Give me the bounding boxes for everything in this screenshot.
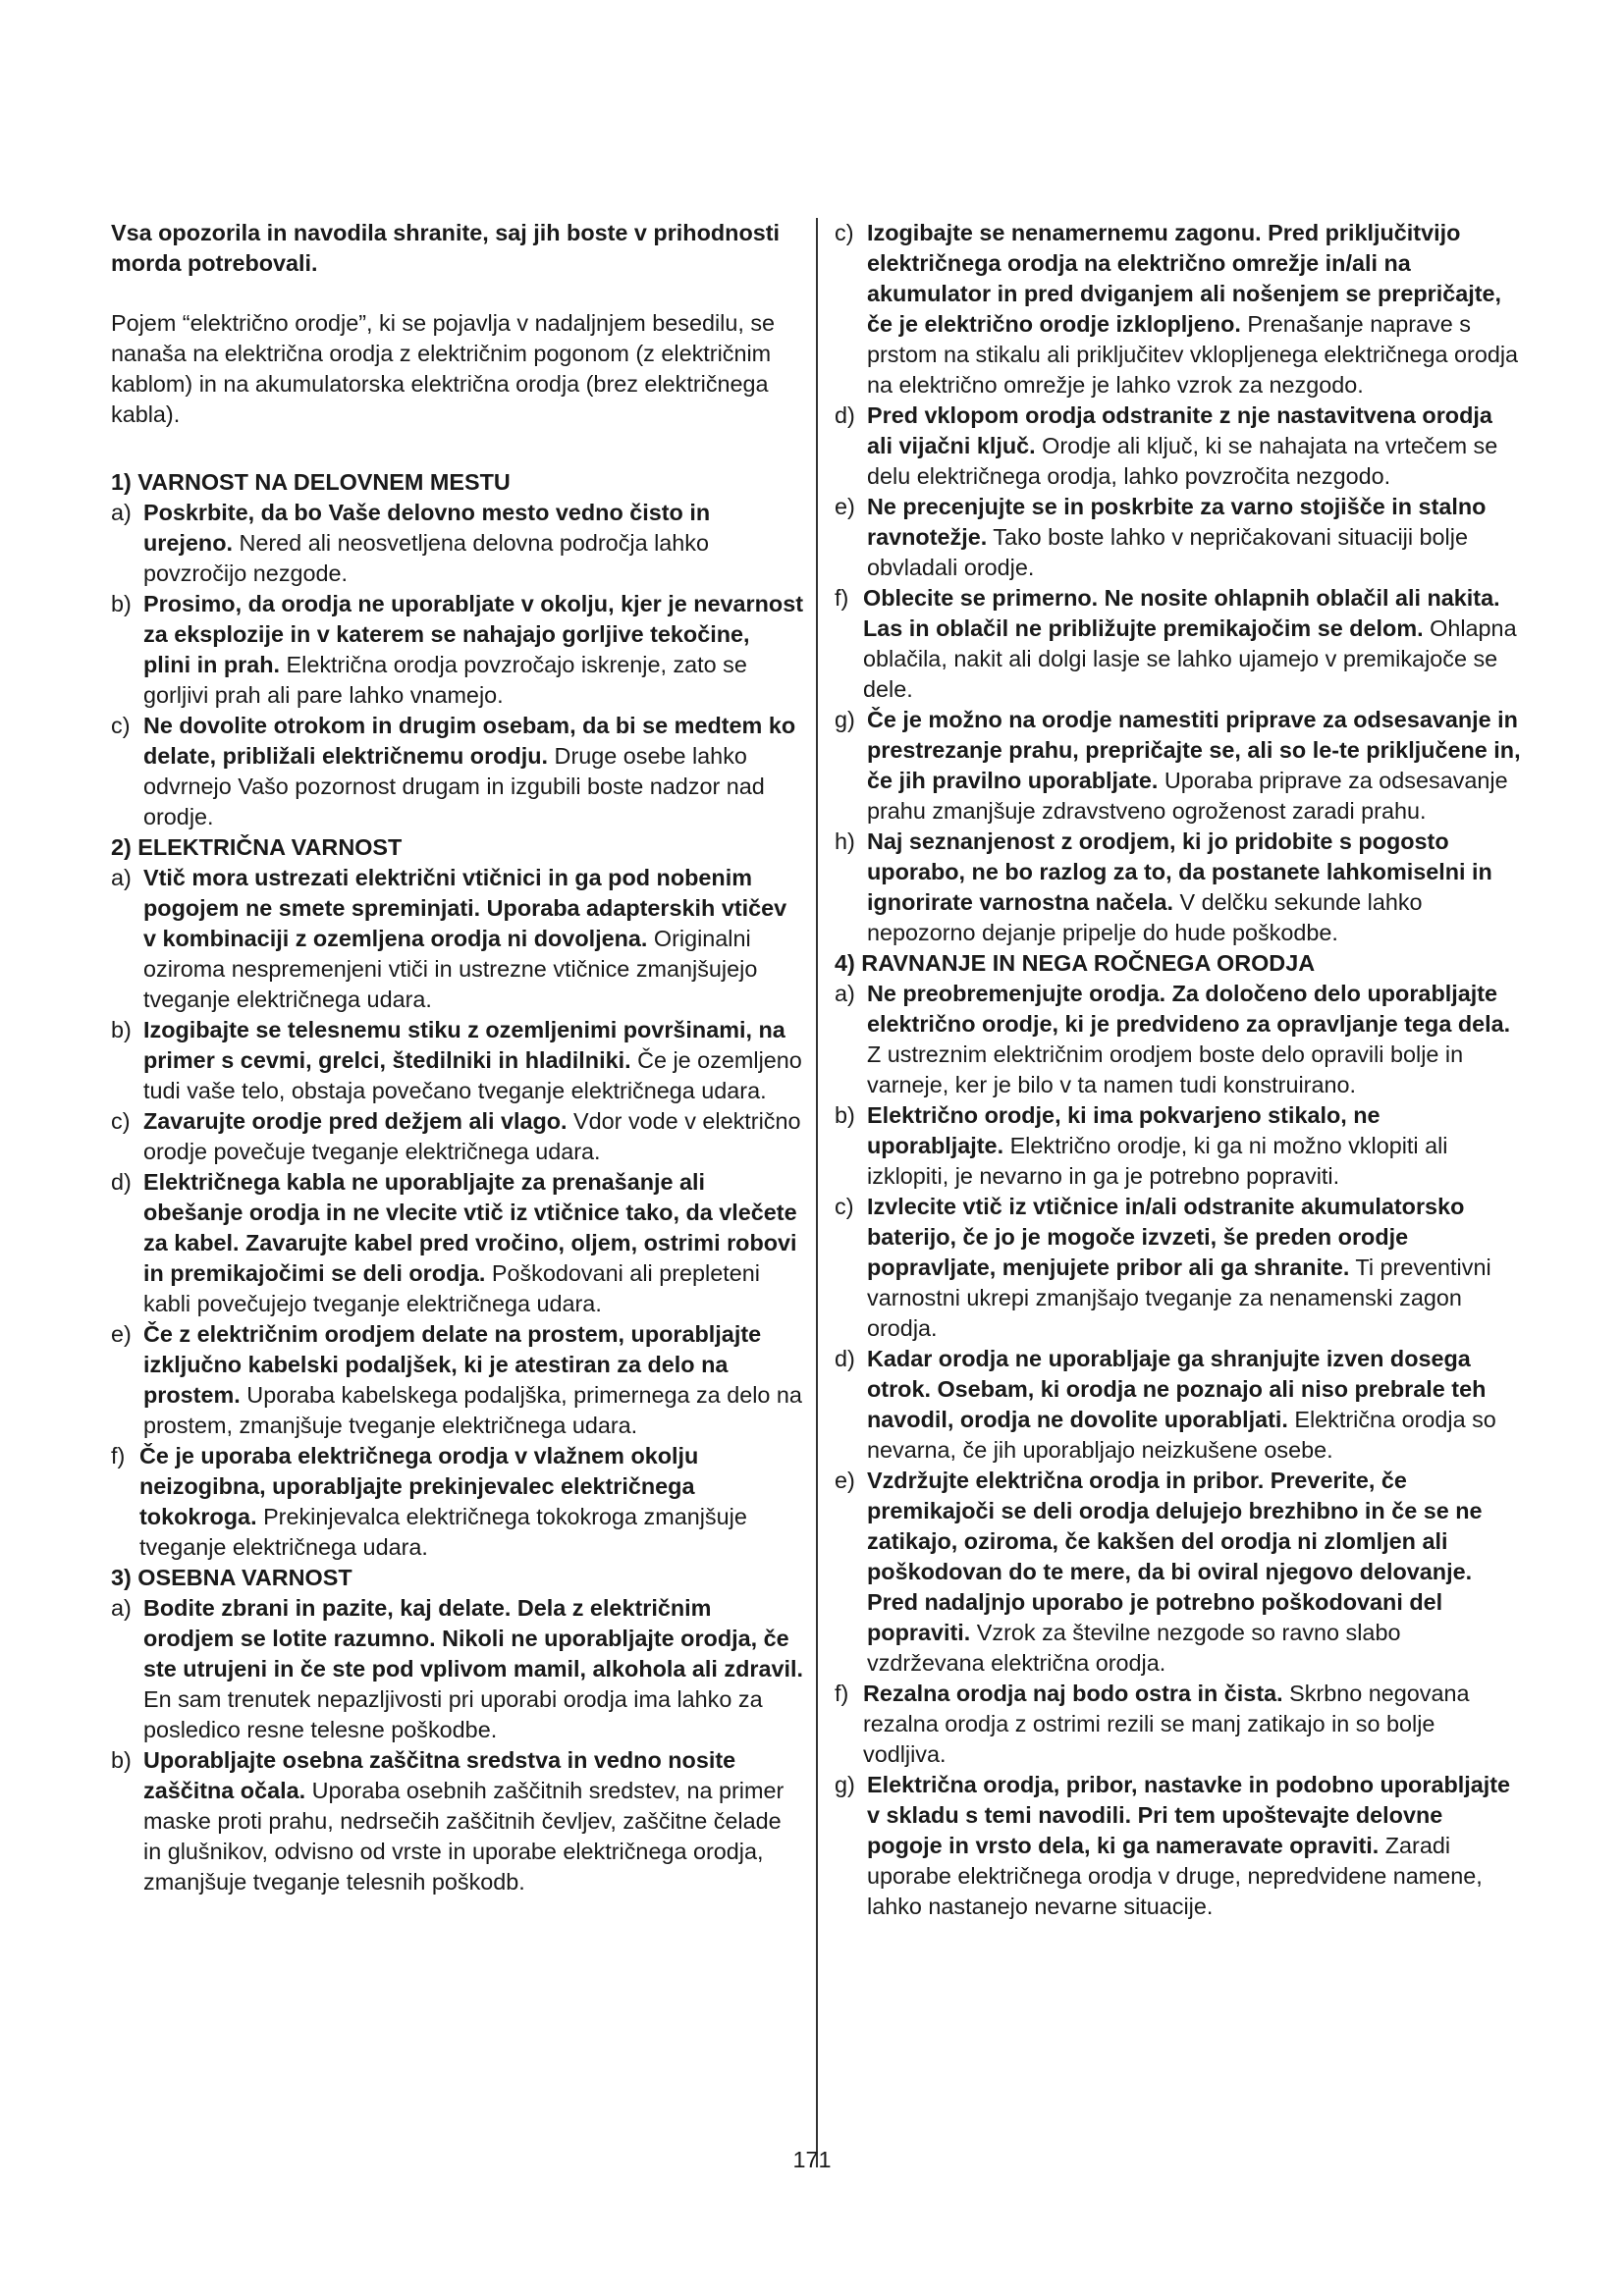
list-item: c) Ne dovolite otrokom in drugim osebam, da bi se medtem ko delate, približali električnemu orodju. Druge osebe lahko odvrnejo Vašo pozornost drugam in izgubili boste nadzor nad orodje. xyxy=(111,713,796,829)
section-heading-2: 2) ELEKTRIČNA VARNOST xyxy=(111,834,403,860)
list-item: d) Kadar orodja ne uporabljaje ga shranjujte izven dosega otrok. Osebam, ki orodja ne poznajo ali niso prebrale teh navodil, orodja ne dovolite uporabljati. Električna orodja so nevarna, če jih uporabljajo neizkušene osebe. xyxy=(835,1346,1496,1463)
list-item: e) Ne precenjujte se in poskrbite za varno stojišče in stalno ravnotežje. Tako boste lahko v nepričakovani situaciji bolje obvladali orodje. xyxy=(835,494,1487,580)
list-item: e) Vzdržujte električna orodja in pribor. Preverite, če premikajoči se deli orodja delujejo brezhibno in če se ne zatikajo, oziroma, če kakšen del orodja ni zlomljen ali poškodovan do te mere, da bi oviral njegovo delovanje. Pred nadaljnjo uporabo je potrebno poškodovani del popraviti. Vzrok za številne nezgode so ravno slabo vzdrževana električna orodja. xyxy=(835,1468,1483,1676)
list-item: g) Če je možno na orodje namestiti priprave za odsesavanje in prestrezanje prahu, prepričajte se, ali so le-te priključene in, če jih pravilno uporabljate. Uporaba priprave za odsesavanje prahu zmanjšuje zdravstveno ogroženost zaradi prahu. xyxy=(835,707,1521,824)
section-heading-3: 3) OSEBNA VARNOST xyxy=(111,1565,352,1590)
list-item: b) Električno orodje, ki ima pokvarjeno stikalo, ne uporabljajte. Električno orodje, ki ga ni možno vklopiti ali izklopiti, je nevarno in ga je potrebno popraviti. xyxy=(835,1102,1448,1189)
section-heading-1: 1) VARNOST NA DELOVNEM MESTU xyxy=(111,469,511,495)
list-item: d) Električnega kabla ne uporabljajte za prenašanje ali obešanje orodja in ne vlecite vtič iz vtičnice tako, da vlečete za kabel. Zavarujte kabel pred vročino, oljem, ostrimi robovi in premikajočimi se deli orodja. Poškodovani ali prepleteni kabli povečujejo tveganje električnega udara. xyxy=(111,1169,797,1316)
list-item: e) Če z električnim orodjem delate na prostem, uporabljajte izključno kabelski podaljšek, ki je atestiran za delo na prostem. Uporaba kabelskega podaljška, primernega za delo na prostem, zmanjšuje tveganje električnega udara. xyxy=(111,1321,802,1438)
intro-definition: Pojem “električno orodje”, ki se pojavlja v nadaljnjem besedilu, se nanaša na električna orodja z električnim pogonom (z električnim kablom) in na akumulatorska električna orodja (brez električnega kabla). xyxy=(111,310,776,427)
list-item: a) Bodite zbrani in pazite, kaj delate. Dela z električnim orodjem se lotite razumno. Nikoli ne uporabljajte orodja, če ste utrujeni in če ste pod vplivom mamil, alkohola ali zdravil. En sam trenutek nepazljivosti pri uporabi orodja ima lahko za posledico resne telesne poškodbe. xyxy=(111,1595,804,1742)
column-divider xyxy=(816,218,818,2167)
list-item: c) Zavarujte orodje pred dežjem ali vlago. Vdor vode v električno orodje povečuje tveganje električnega udara. xyxy=(111,1108,801,1164)
list-item: c) Izogibajte se nenamernemu zagonu. Pred priključitvijo električnega orodja na električno omrežje in/ali na akumulator in pred dviganjem ali nošenjem se prepričajte, če je električno orodje izklopljeno. Prenašanje naprave s prstom na stikalu ali priključitev vklopljenega električnega orodja na električno omrežje je lahko vzrok za nezgodo. xyxy=(835,220,1519,398)
list-item: h) Naj seznanjenost z orodjem, ki jo pridobite s pogosto uporabo, ne bo razlog za to, da postanete lahkomiselni in ignorirate varnostna načela. V delčku sekunde lahko nepozorno dejanje pripelje do hude poškodbe. xyxy=(835,828,1492,945)
list-item: a) Poskrbite, da bo Vaše delovno mesto vedno čisto in urejeno. Nered ali neosvetljena delovna področja lahko povzročijo nezgode. xyxy=(111,500,711,586)
list-item: f) Rezalna orodja naj bodo ostra in čista. Skrbno negovana rezalna orodja z ostrimi rezili se manj zatikajo in so bolje vodljiva. xyxy=(835,1681,1470,1767)
list-item: c) Izvlecite vtič iz vtičnice in/ali odstranite akumulatorsko baterijo, če jo je mogoče izvzeti, še preden orodje popravljate, menjujete pribor ali ga shranite. Ti preventivni varnostni ukrepi zmanjšajo tveganje za nenamenski zagon orodja. xyxy=(835,1194,1491,1341)
left-column xyxy=(111,218,803,1897)
list-item: b) Prosimo, da orodja ne uporabljate v okolju, kjer je nevarnost za eksplozije in v katerem se nahajajo gorljive tekočine, plini in prah. Električna orodja povzročajo iskrenje, zato se gorljivi prah ali pare lahko vnamejo. xyxy=(111,591,804,708)
list-item: a) Vtič mora ustrezati električni vtičnici in ga pod nobenim pogojem ne smete spreminjati. Uporaba adapterskih vtičev v kombinaciji z ozemljena orodja ni dovoljena. Originalni oziroma nespremenjeni vtiči in ustrezne vtičnice zmanjšujejo tveganje električnega udara. xyxy=(111,865,787,1012)
list-item: g) Električna orodja, pribor, nastavke in podobno uporabljajte v skladu s temi navodili. Pri tem upoštevajte delovne pogoje in vrsto dela, ki ga nameravate opraviti. Zaradi uporabe električnega orodja v druge, nepredvidene namene, lahko nastanejo nevarne situacije. xyxy=(835,1772,1511,1919)
section-heading-4: 4) RAVNANJE IN NEGA ROČNEGA ORODJA xyxy=(835,950,1316,976)
list-item: b) Izogibajte se telesnemu stiku z ozemljenimi površinami, na primer s cevmi, grelci, štedilniki in hladilniki. Če je ozemljeno tudi vaše telo, obstaja povečano tveganje električnega udara. xyxy=(111,1017,802,1103)
list-item: f) Če je uporaba električnega orodja v vlažnem okolju neizogibna, uporabljajte prekinjevalec električnega tokokroga. Prekinjevalca električnega tokokroga zmanjšuje tveganje električnega udara. xyxy=(111,1443,747,1560)
page-number: 171 xyxy=(792,2147,832,2172)
list-item: a) Ne preobremenjujte orodja. Za določeno delo uporabljajte električno orodje, ki je predvideno za opravljanje tega dela. Z ustreznim električnim orodjem boste delo opravili bolje in varneje, ker je bilo v ta namen tudi konstruirano. xyxy=(835,981,1511,1097)
list-item: b) Uporabljajte osebna zaščitna sredstva in vedno nosite zaščitna očala. Uporaba osebnih zaščitnih sredstev, na primer maske proti prahu, nedrsečih zaščitnih čevljev, zaščitne čelade in glušnikov, odvisno od vrste in uporabe električnega orodja, zmanjšuje tveganje telesnih poškodb. xyxy=(111,1747,785,1895)
list-item: d) Pred vklopom orodja odstranite z nje nastavitvena orodja ali vijačni ključ. Orodje ali ključ, ki se nahajata na vrtečem se delu električnega orodja, lahko povzročita nezgodo. xyxy=(835,402,1498,489)
list-item: f) Oblecite se primerno. Ne nosite ohlapnih oblačil ali nakita. Las in oblačil ne približujte premikajočim se delom. Ohlapna oblačila, nakit ali dolgi lasje se lahko ujamejo v premikajoče se dele. xyxy=(835,585,1517,702)
intro-warning: Vsa opozorila in navodila shranite, saj jih boste v prihodnosti morda potrebovali. xyxy=(111,220,781,276)
right-column xyxy=(835,218,1522,1922)
